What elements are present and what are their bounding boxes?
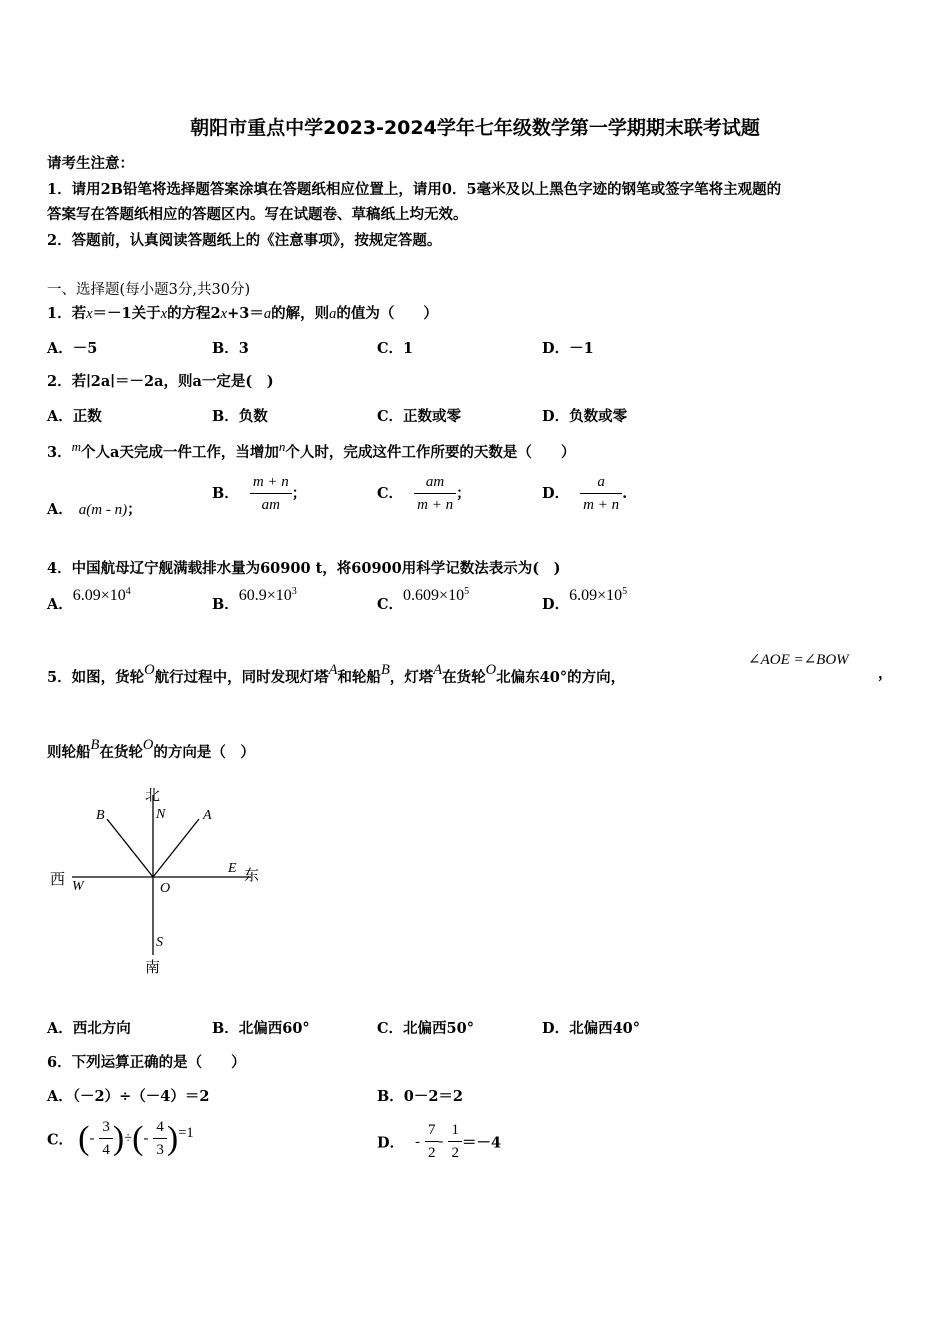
q1-text: 1．若 <box>47 305 87 322</box>
label-n: N <box>156 807 166 822</box>
q3-option-b[interactable] <box>212 474 306 514</box>
option-label: C． <box>47 1131 74 1149</box>
fraction <box>580 474 622 514</box>
denominator: 3 <box>156 1142 164 1158</box>
page-title: 朝阳市重点中学2023-2024学年七年级数学第一学期期末联考试题 <box>190 117 760 139</box>
q5-text: 则轮船 <box>47 744 91 761</box>
q1-text: +3＝ <box>227 305 264 322</box>
label-s: S <box>156 935 163 950</box>
fraction <box>448 1122 462 1162</box>
question-6: 6．下列运算正确的是（ ） <box>47 1054 246 1071</box>
label-east: 东 <box>244 866 260 884</box>
ray-ob <box>107 819 153 877</box>
result: =1 <box>178 1124 194 1141</box>
q1-option-d[interactable]: D．－1 <box>542 340 594 357</box>
question-2: 2．若∣2a∣＝－2a，则a一定是( ) <box>47 373 274 390</box>
q5-var: O <box>142 737 154 753</box>
q4-option-d[interactable] <box>542 586 628 614</box>
q4-option-a[interactable] <box>47 586 131 614</box>
q3-text: 个人a天完成一件工作，当增加 <box>80 444 279 461</box>
label-south: 南 <box>145 958 161 976</box>
numerator: 1 <box>448 1122 462 1142</box>
label-w: W <box>72 879 84 894</box>
label-north: 北 <box>145 786 161 804</box>
denominator: am <box>261 497 280 513</box>
minus-sign: - <box>438 1133 444 1150</box>
q5-var: A <box>328 662 338 678</box>
q4-option-b[interactable] <box>212 586 297 614</box>
numerator: 3 <box>99 1119 113 1139</box>
option-label: A． <box>47 596 73 613</box>
label-o: O <box>160 881 171 896</box>
q1-var: a <box>329 306 337 322</box>
fraction <box>250 474 292 514</box>
fraction <box>99 1119 113 1159</box>
q1-var: x <box>160 306 168 322</box>
divide-sign: ÷ <box>124 1130 133 1147</box>
option-label: C． <box>377 485 404 502</box>
section-heading: 一、选择题(每小题3分,共30分) <box>47 282 251 298</box>
q5-option-d[interactable]: D．北偏西40° <box>542 1020 641 1037</box>
minus-sign: - <box>89 1130 95 1147</box>
angle-expression: ∠AOE =∠BOW <box>748 652 849 668</box>
numerator: 7 <box>425 1122 439 1142</box>
math-exponent: 4 <box>125 586 131 598</box>
q5-option-a[interactable]: A．西北方向 <box>47 1020 131 1037</box>
option-label: D． <box>377 1134 405 1152</box>
numerator: 4 <box>153 1119 167 1139</box>
notice-line-2: 2．答题前，认真阅读答题纸上的《注意事项》，按规定答题。 <box>47 232 442 249</box>
label-a: A <box>203 808 212 823</box>
numerator: m + n <box>250 474 292 494</box>
numerator: a <box>580 474 622 494</box>
q3-option-a[interactable] <box>47 498 142 519</box>
denominator: 2 <box>451 1145 459 1161</box>
q2-option-b[interactable]: B．负数 <box>212 408 268 425</box>
math-expression: a(m - n) <box>78 502 128 518</box>
math-base: 0.609×10 <box>403 587 465 604</box>
denominator: 2 <box>428 1145 436 1161</box>
result: ＝－4 <box>461 1134 502 1152</box>
q3-option-c[interactable] <box>377 474 471 514</box>
q3-var: n <box>278 439 286 454</box>
option-label: B． <box>212 485 239 502</box>
q3-text: 3． <box>47 444 72 461</box>
q5-text: 和轮船 <box>337 669 381 686</box>
q5-var: O <box>485 662 497 678</box>
q6-option-b[interactable]: B．0－2＝2 <box>377 1088 464 1105</box>
fraction <box>414 474 456 514</box>
ray-oa <box>153 819 199 877</box>
q5-text: 的方向是（ ） <box>153 744 255 761</box>
q5-text: 在货轮 <box>442 669 486 686</box>
q5-text: ，灯塔 <box>389 669 434 686</box>
q1-var: a <box>263 306 272 322</box>
notice-line-1a: 1．请用2B铅笔将选择题答案涂填在答题纸相应位置上，请用0．5毫米及以上黑色字迹的钢笔或签字笔将主观题的 <box>47 181 782 198</box>
option-end: ； <box>291 485 307 502</box>
fraction <box>425 1122 439 1162</box>
minus-sign: - <box>143 1130 149 1147</box>
question-1 <box>47 302 438 323</box>
label-b: B <box>96 808 105 823</box>
q2-option-a[interactable]: A．正数 <box>47 408 102 425</box>
q4-option-c[interactable] <box>377 586 470 614</box>
label-west: 西 <box>50 870 66 888</box>
q6-option-a[interactable]: A．（－2）÷（－4）＝2 <box>47 1088 210 1105</box>
paren-close: ) <box>112 1120 125 1157</box>
q1-text: ＝－1关于 <box>92 305 161 322</box>
q5-text: 航行过程中，同时发现灯塔 <box>154 669 329 686</box>
fraction <box>153 1119 167 1159</box>
math-exponent: 5 <box>464 586 470 598</box>
paren-open: ( <box>78 1120 90 1157</box>
option-label: D． <box>542 596 570 613</box>
q1-option-a[interactable]: A．－5 <box>47 340 98 357</box>
q6-option-c[interactable] <box>47 1119 194 1159</box>
q1-var: x <box>86 306 93 322</box>
denominator: m + n <box>417 497 454 513</box>
q5-var: O <box>144 662 155 678</box>
q3-text: 个人时，完成这件工作所要的天数是（ ） <box>285 444 576 461</box>
math-base: 6.09×10 <box>72 587 126 604</box>
q1-text: 的解，则 <box>271 305 330 322</box>
paren-open: ( <box>132 1120 144 1157</box>
notice-heading: 请考生注意： <box>47 155 134 172</box>
numerator: am <box>414 474 456 494</box>
q5-text: 5．如图，货轮 <box>47 669 145 686</box>
q1-option-b[interactable]: B．3 <box>212 340 249 357</box>
option-label: A． <box>47 501 73 518</box>
minus-sign: - <box>415 1133 420 1150</box>
q1-option-c[interactable]: C．1 <box>377 340 414 357</box>
label-e: E <box>228 861 237 876</box>
question-5-line-2 <box>47 737 255 762</box>
q5-option-c[interactable]: C．北偏西50° <box>377 1020 474 1037</box>
q5-var: B <box>90 737 100 753</box>
q2-option-c[interactable]: C．正数或零 <box>377 408 462 425</box>
q1-text: 的方程2 <box>167 305 221 322</box>
notice-line-1b: 答案写在答题纸相应的答题区内。写在试题卷、草稿纸上均无效。 <box>47 206 468 223</box>
math-base: 6.09×10 <box>569 587 623 604</box>
question-4: 4．中国航母辽宁舰满载排水量为60900 t，将60900用科学记数法表示为( ) <box>47 560 561 577</box>
option-end: ； <box>127 501 142 518</box>
q5-var: A <box>433 662 443 678</box>
q5-option-b[interactable]: B．北偏西60° <box>212 1020 310 1037</box>
denominator: 4 <box>102 1142 110 1158</box>
q6-option-d[interactable] <box>377 1122 501 1162</box>
compass-diagram <box>45 783 275 978</box>
q3-var: m <box>71 439 81 454</box>
option-end: ； <box>456 485 471 502</box>
option-end: . <box>622 485 628 502</box>
math-base: 60.9×10 <box>238 587 292 604</box>
q5-text: 北偏东40°的方向， <box>496 669 626 686</box>
q1-var: x <box>220 306 228 322</box>
option-label: B． <box>212 596 239 613</box>
q2-option-d[interactable]: D．负数或零 <box>542 408 628 425</box>
question-5-line-1 <box>47 662 625 687</box>
option-label: D． <box>542 485 570 502</box>
option-label: C． <box>377 596 404 613</box>
q1-text: 的值为（ ） <box>336 305 438 322</box>
question-3 <box>47 439 575 462</box>
q3-option-d[interactable] <box>542 474 627 514</box>
paren-close: ) <box>166 1120 179 1157</box>
denominator: m + n <box>583 497 620 513</box>
math-exponent: 3 <box>291 586 297 598</box>
q5-text: 在货轮 <box>99 744 143 761</box>
q5-comma: ， <box>878 665 893 682</box>
math-exponent: 5 <box>622 586 628 598</box>
q5-var: B <box>380 662 390 678</box>
